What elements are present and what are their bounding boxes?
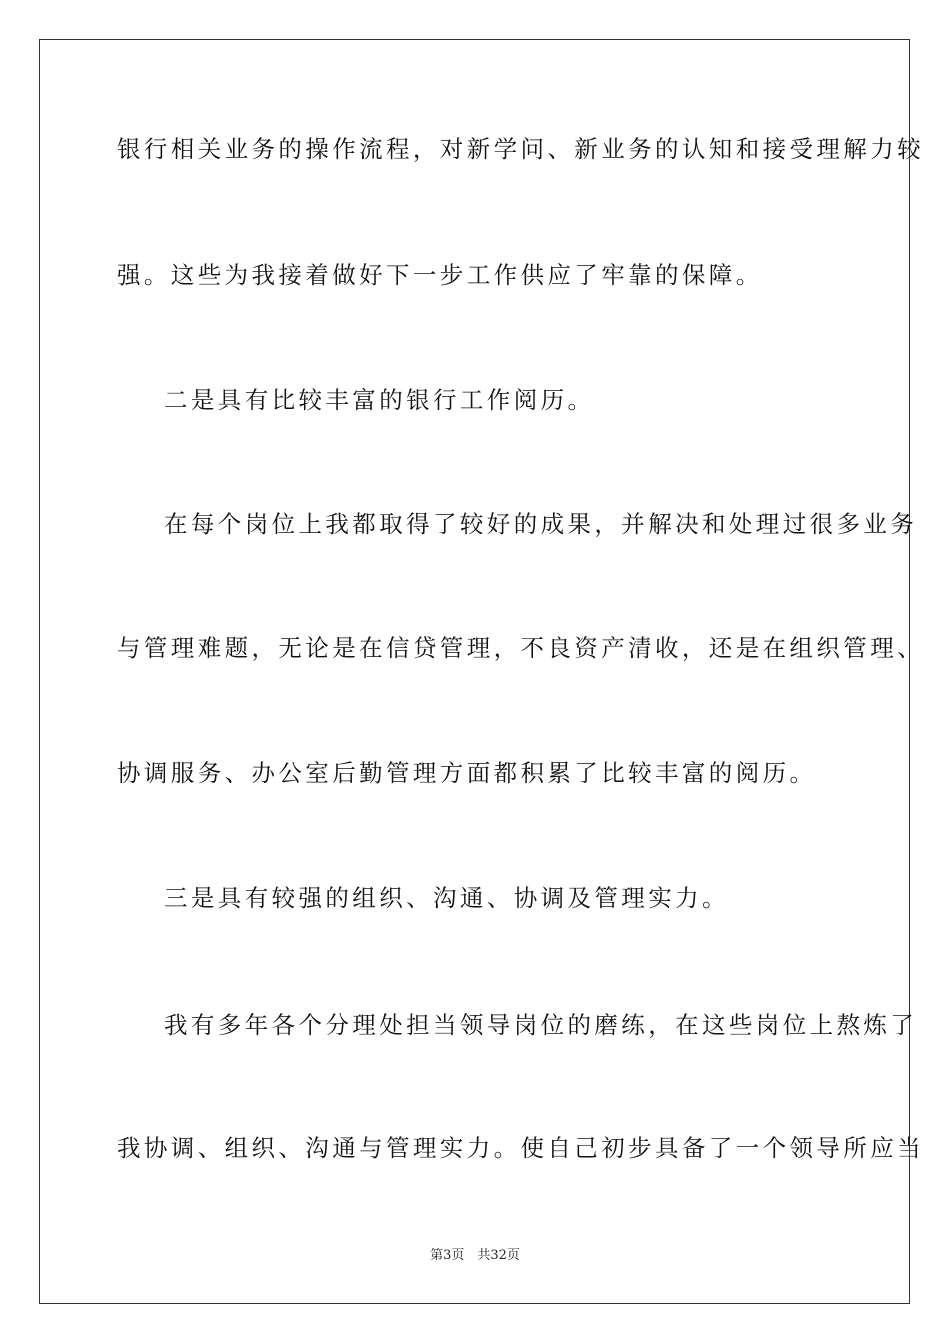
body-text-line: 强。这些为我接着做好下一步工作供应了牢靠的保障。 <box>117 261 763 289</box>
page-number-footer: 第3页 共32页 <box>430 1248 520 1263</box>
body-text-line: 协调服务、办公室后勤管理方面都积累了比较丰富的阅历。 <box>117 759 817 787</box>
body-text-line: 我有多年各个分理处担当领导岗位的磨练，在这些岗位上熬炼了 <box>164 1011 918 1039</box>
body-text-line: 银行相关业务的操作流程，对新学问、新业务的认知和接受理解力较 <box>117 135 924 163</box>
body-text-line: 与管理难题，无论是在信贷管理，不良资产清收，还是在组织管理、 <box>117 634 924 662</box>
body-text-line: 我协调、组织、沟通与管理实力。使自己初步具备了一个领导所应当 <box>117 1134 924 1162</box>
body-text-line: 在每个岗位上我都取得了较好的成果，并解决和处理过很多业务 <box>164 510 918 538</box>
body-text-line: 三是具有较强的组织、沟通、协调及管理实力。 <box>164 884 729 912</box>
page-border <box>39 39 924 1304</box>
body-text-line: 二是具有比较丰富的银行工作阅历。 <box>164 386 595 414</box>
